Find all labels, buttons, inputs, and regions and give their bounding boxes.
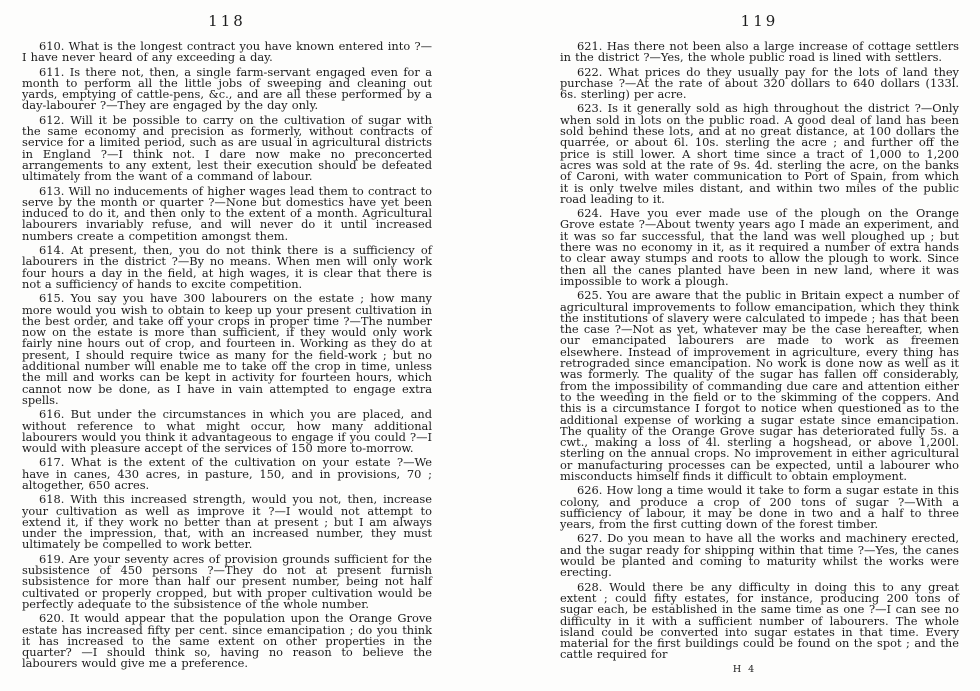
paragraph-622: 622. What prices do they usually pay for the lots of land they purchase ?—At the rate of about 320 dollars to 640 dollars (133l. 6s. sterling) per acre.: [560, 64, 959, 102]
paragraph-625: 625. You are aware that the public in Britain expect a number of agricultural improvements to follow emancipation, which they think the institutions of slavery were calculated to impede ; has that been the case ?—Not as yet, whatever may be the case hereafter, when our emancipated labourers are made to work as freemen elsewhere. Instead of improvement in agriculture, every thing has retrograded since emancipation. No work is done now as well as it was formerly. The quality of the sugar has fallen off considerably, from the impossibility of commanding due care and attention either to the weeding in the field or to the skimming of the coppers. And this is a circumstance I forgot to notice when questioned as to the additional expense of working a sugar estate since emancipation. The quality of the Orange Grove sugar has deteriorated fully 5s. a cwt., making a loss of 4l. sterling a hogshead, or above 1,200l. sterling on the annual crops. No improvement in either agricultural or manufacturing processes can be expected, until a labourer who misconducts himself finds it difficult to obtain employment.: [560, 288, 960, 483]
paragraph-612: 612. Will it be possible to carry on the cultivation of sugar with the same economy and precision as formerly, without contracts of service for a limited period, such as are usual in agricultural districts in England ?—I think not. I dare now make no preconcerted arrangements to any extent, lest their execution should be defeated ultimately from the want of a command of labour.: [22, 112, 432, 184]
paragraph-623: 623. Is it generally sold as high throughout the district ?—Only when sold in lots on the public road. A good deal of land has been sold behind these lots, and at no great distance, at 100 dollars the quarrée, or about 6l. 10s. sterling the acre ; and further off the price is still lower. A short time since a tract of 1,000 to 1,200 acres was sold at the rate of 9s. 4d. sterling the acre, on the banks of Caroni, with water communication to Port of Spain, from which it is only twelve miles distant, and within two miles of the public road leading to it.: [560, 101, 959, 206]
paragraph-611: 611. Is there not, then, a single farm-servant engaged even for a month to perform all the little jobs of sweeping and cleaning out yards, emptying of cattle-pens, &c., and are all these performed by a day-labourer ?—They are engaged by the day only.: [22, 64, 432, 113]
page-number-left: 118: [208, 12, 246, 30]
paragraph-619: 619. Are your seventy acres of provision grounds sufficient for the subsistence of 450 persons ?—They do not at present furnish subsistence for more than half our present number, being not half cultivated or properly cropped, but with proper cultivation would be perfectly adequate to the subsistence of the whole number.: [22, 551, 432, 611]
paragraph-616: 616. But under the circumstances in which you are placed, and without reference to what might occur, how many additional labourers would you think it advantageous to engage if you could ?—I would with pleasure accept of the services of 150 more to-morrow.: [22, 407, 432, 456]
paragraph-614: 614. At present, then, you do not think there is a sufficiency of labourers in the district ?—By no means. When men will only work four hours a day in the field, at high wages, it is clear that there is not a sufficiency of hands to excite competition.: [22, 243, 432, 291]
paragraph-618: 618. With this increased strength, would you not, then, increase your cultivation as well as improve it ?—I would not attempt to extend it, if they work no better than at present ; but I am always under the impression, that, with an increased number, they must ultimately be compelled to work better.: [22, 492, 432, 552]
signature-mark: H 4: [732, 663, 757, 675]
paragraph-615: 615. You say you have 300 labourers on the estate ; how many more would you wish to obtain to keep up your present cultivation in the best order, and take off your crops in proper time ?—The number now on the estate is more than sufficient, if they would only work fairly nine hours out of crop, and fourteen in. Working as they do at present, I should require twice as many for the field-work ; but no additional number will enable me to take off the crop in time, unless the mill and works can be kept in activity for fourteen hours, which cannot now be done, as I have in vain attempted to engage extra spells.: [22, 291, 432, 407]
paragraph-628: 628. Would there be any difficulty in doing this to any great extent ; could fifty estates, for instance, producing 200 tons of sugar each, be established in the same time as one ?—I can see no difficulty in it with a sufficient number of labourers. The whole island could be converted into sugar estates in that time. Every material for the first buildings could be found on the spot ; and the cattle required for: [560, 579, 959, 662]
page-118-body: [22, 41, 432, 670]
page-number-right: 119: [740, 12, 779, 30]
page-119: [560, 12, 959, 675]
paragraph-627: 627. Do you mean to have all the works and machinery erected, and the sugar ready for shipping within that time ?—Yes, the canes would be planted and coming to maturity whilst the works were erecting.: [560, 531, 959, 580]
paragraph-621: 621. Has there not been also a large increase of cottage settlers in the district ?—Yes, the whole public road is lined with settlers.: [560, 39, 959, 65]
paragraph-617: 617. What is the extent of the cultivation on your estate ?—We have in canes, 430 acres, in pasture, 150, and in provisions, 70 ; altogether, 650 acres.: [22, 455, 432, 492]
paragraph-620: 620. It would appear that the population upon the Orange Grove estate has increased fifty per cent. since emancipation ; do you think it has increased to the same extent on other properties in the quarter? —I should think so, having no reason to believe the labourers would give me a preference.: [22, 611, 432, 671]
paragraph-624: 624. Have you ever made use of the plough on the Orange Grove estate ?—About twenty years ago I made an experiment, and it was so far successful, that the land was well ploughed up ; but there was no economy in it, as it required a number of extra hands to clear away stumps and roots to allow the plough to work. Since then all the canes planted have been in new land, where it was impossible to work a plough.: [560, 206, 959, 288]
page-118: [22, 12, 432, 673]
page-119-body: [560, 41, 959, 661]
paragraph-613: 613. Will no inducements of higher wages lead them to contract to serve by the month or quarter ?—None but domestics have yet been induced to do it, and then only to the extent of a month. Agricultural labourers invariably refuse, and will never do it until increased numbers create a competition amongst them.: [22, 183, 432, 243]
paragraph-610: 610. What is the longest contract you have known entered into ?— I have never heard of any exceeding a day.: [22, 39, 432, 65]
paragraph-626: 626. How long a time would it take to form a sugar estate in this colony, and produce a crop of 200 tons of sugar ?—With a sufficiency of labour, it may be done in two and a half to three years, from the first cutting down of the forest timber.: [560, 483, 959, 532]
